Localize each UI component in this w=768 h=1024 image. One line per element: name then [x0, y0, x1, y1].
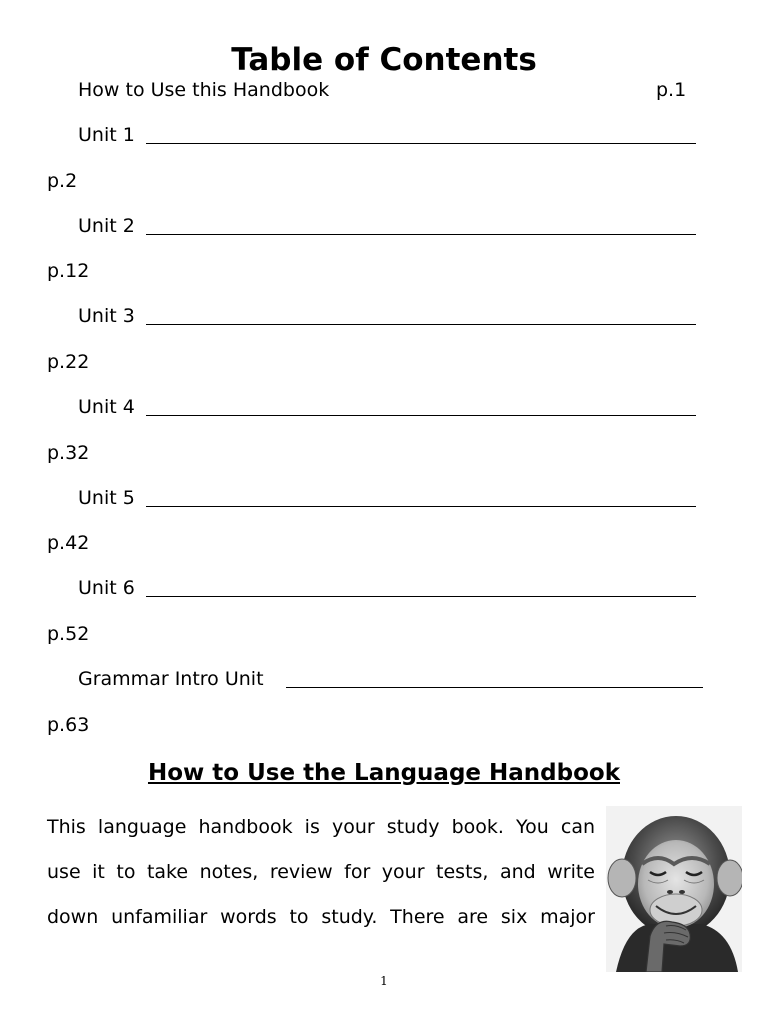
- toc-entry-unit-5-label: Unit 5: [78, 487, 135, 509]
- body-text-line: use it to take notes, review for your tests, and write: [47, 861, 595, 883]
- toc-entry-unit-2-page: p.12: [47, 260, 90, 282]
- toc-entry-unit-5-page: p.42: [47, 532, 90, 554]
- toc-entry-grammar-intro-label: Grammar Intro Unit: [78, 668, 264, 690]
- section-heading: How to Use the Language Handbook: [147, 760, 620, 786]
- toc-entry-unit-6-label: Unit 6: [78, 577, 135, 599]
- toc-leader-line: [146, 143, 696, 144]
- toc-leader-line: [146, 324, 696, 325]
- toc-leader-line: [286, 687, 703, 688]
- toc-entry-unit-4-label: Unit 4: [78, 396, 135, 418]
- toc-entry-unit-4-page: p.32: [47, 442, 90, 464]
- toc-entry-unit-2-label: Unit 2: [78, 215, 135, 237]
- toc-leader-line: [146, 415, 696, 416]
- thinking-chimpanzee-illustration: [606, 806, 742, 972]
- body-text-line: This language handbook is your study book. You can: [47, 816, 595, 838]
- body-text-line: down unfamiliar words to study. There are six major: [47, 906, 595, 928]
- toc-entry-unit-1-label: Unit 1: [78, 124, 135, 146]
- toc-entry-grammar-intro-page: p.63: [47, 714, 90, 736]
- toc-entry-unit-1-page: p.2: [47, 170, 78, 192]
- toc-leader-line: [146, 234, 696, 235]
- toc-leader-line: [146, 506, 696, 507]
- page-title: Table of Contents: [231, 42, 537, 78]
- toc-leader-line: [146, 596, 696, 597]
- toc-entry-unit-3-page: p.22: [47, 351, 90, 373]
- toc-entry-unit-6-page: p.52: [47, 623, 90, 645]
- toc-entry-unit-3-label: Unit 3: [78, 305, 135, 327]
- toc-entry-handbook-label: How to Use this Handbook: [78, 79, 330, 101]
- toc-entry-handbook-page: p.1: [656, 79, 687, 101]
- page-number: 1: [380, 974, 388, 988]
